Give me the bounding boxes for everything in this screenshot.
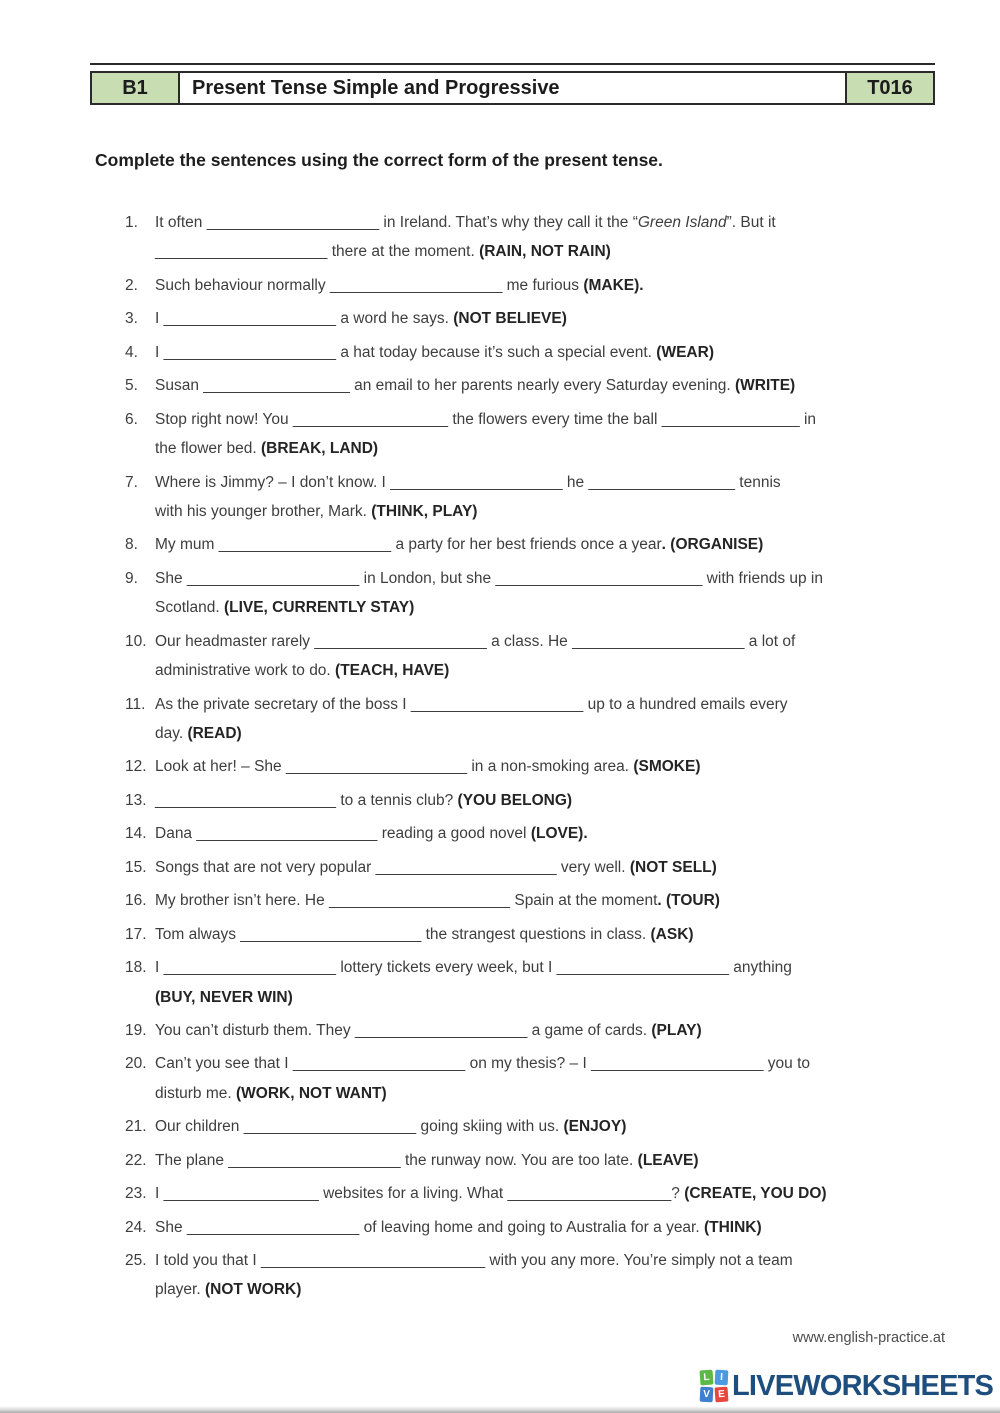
item-text	[155, 886, 947, 915]
liveworksheets-tiles-icon	[700, 1370, 729, 1403]
answer-blank[interactable]: ____________________	[591, 1055, 764, 1073]
sentence-text: You can’t disturb them. They	[155, 1021, 355, 1039]
answer-blank[interactable]: _________________	[203, 377, 350, 395]
sentence-text: up to a hundred emails every	[583, 695, 788, 713]
sentence-text: a party for her best friends once a year	[391, 536, 662, 554]
sentence-text: Our children	[155, 1118, 244, 1136]
exercise-item	[125, 208, 947, 267]
item-text	[155, 1016, 947, 1045]
item-text	[155, 405, 947, 464]
top-rule	[90, 63, 935, 65]
sentence-text: in	[799, 410, 817, 428]
item-text	[155, 1049, 947, 1108]
exercise-item	[125, 564, 947, 623]
sentence-text: ”. But it	[726, 214, 776, 231]
verb-hint: (PLAY)	[651, 1021, 702, 1039]
item-text	[155, 690, 947, 749]
answer-blank[interactable]: ____________________	[354, 1021, 528, 1039]
sentence-text: the runway now. You are too late.	[400, 1151, 638, 1169]
sentence-text: Stop right now! You	[155, 410, 293, 428]
verb-hint: (THINK, PLAY)	[371, 502, 478, 520]
answer-blank[interactable]: ________________	[661, 410, 800, 428]
verb-hint: . (TOUR)	[657, 892, 720, 910]
verb-hint: (NOT WORK)	[204, 1281, 302, 1299]
item-number: 17.	[125, 925, 147, 943]
sentence-text: Scotland.	[155, 599, 224, 617]
sentence-text: a word he says.	[336, 310, 454, 328]
verb-hint: (WRITE)	[734, 377, 796, 395]
item-number: 18.	[125, 959, 147, 977]
sentence-text: Dana	[155, 825, 197, 843]
exercise-item	[125, 1213, 947, 1242]
sentence-text: websites for a living. What	[318, 1185, 508, 1203]
exercise-item	[125, 1146, 947, 1175]
sentence-text: ?	[671, 1185, 685, 1203]
exercise-item	[125, 304, 947, 333]
verb-hint: (BREAK, LAND)	[260, 440, 379, 458]
sentence-text: anything	[729, 959, 792, 977]
answer-blank[interactable]: ____________________	[163, 959, 337, 977]
item-number: 16.	[125, 892, 147, 910]
verb-hint: (ENJOY)	[563, 1118, 627, 1136]
sentence-text: you to	[763, 1055, 811, 1073]
sentence-text: It often	[155, 214, 207, 231]
item-text	[155, 853, 947, 882]
answer-blank[interactable]: _________________	[588, 473, 735, 491]
item-text	[155, 627, 947, 686]
verb-hint: (BUY, NEVER WIN)	[155, 988, 293, 1006]
exercise-item	[125, 819, 947, 848]
verb-hint: (WEAR)	[656, 343, 714, 361]
sentence-text: an email to her parents nearly every Saturday evening.	[349, 377, 735, 395]
sentence-text: The plane	[155, 1151, 229, 1169]
sentence-text: administrative work to do.	[155, 662, 336, 680]
sentence-text: disturb me.	[155, 1084, 236, 1102]
answer-blank[interactable]: ___________________	[507, 1185, 672, 1203]
sentence-text: tennis	[735, 473, 781, 491]
logo-tile-e: E	[714, 1387, 728, 1403]
exercise-item	[125, 853, 947, 882]
item-number: 8.	[125, 536, 138, 554]
verb-hint: (TEACH, HAVE)	[335, 662, 450, 680]
verb-hint: (CREATE, YOU DO)	[684, 1185, 827, 1203]
item-number: 14.	[125, 825, 147, 843]
answer-blank[interactable]: _____________________	[196, 825, 378, 843]
item-number: 3.	[125, 310, 138, 328]
sentence-text: with you any more. You’re simply not a team	[485, 1252, 793, 1269]
sentence-text: She	[155, 569, 187, 587]
sentence-text: there at the moment.	[327, 243, 480, 261]
item-text	[155, 920, 947, 949]
exercise-item	[125, 690, 947, 749]
item-number: 22.	[125, 1151, 147, 1169]
sentence-text: Green Island	[637, 214, 727, 231]
exercise-item	[125, 627, 947, 686]
sentence-text: lottery tickets every week, but I	[336, 959, 557, 977]
item-number: 5.	[125, 377, 138, 395]
verb-hint: (LEAVE)	[637, 1151, 699, 1169]
item-number: 4.	[125, 343, 138, 361]
item-number: 1.	[125, 214, 138, 231]
sentence-text: I	[155, 1185, 164, 1203]
answer-blank[interactable]: ____________________	[292, 1055, 466, 1073]
logo-tile-i: I	[715, 1370, 729, 1386]
item-number: 6.	[125, 410, 138, 428]
exercise-item	[125, 468, 947, 527]
item-number: 21.	[125, 1118, 147, 1136]
verb-hint: (RAIN, NOT RAIN)	[479, 243, 611, 261]
sentence-text: the flowers every time the ball	[448, 410, 662, 428]
verb-hint: (THINK)	[703, 1218, 762, 1236]
exercise-item	[125, 271, 947, 300]
sentence-text: with friends up in	[702, 569, 823, 587]
answer-blank[interactable]: _____________________	[329, 892, 511, 910]
item-number: 15.	[125, 858, 147, 876]
sentence-text: I told you that I	[155, 1252, 261, 1269]
worksheet-code: T016	[845, 73, 933, 103]
exercise-item	[125, 1112, 947, 1141]
item-text	[155, 1112, 947, 1141]
sentence-text: Our headmaster rarely	[155, 632, 315, 650]
item-number: 24.	[125, 1218, 147, 1236]
sentence-text: reading a good novel	[377, 825, 531, 843]
exercise-item	[125, 371, 947, 400]
page-bottom-shadow	[0, 1406, 1000, 1413]
worksheet-header	[90, 71, 935, 105]
exercise-item	[125, 752, 947, 781]
item-text	[155, 338, 947, 367]
answer-blank[interactable]: ____________________	[314, 632, 487, 650]
answer-blank[interactable]: ____________________	[206, 214, 380, 231]
item-text	[155, 304, 947, 333]
answer-blank[interactable]: ____________________	[329, 276, 503, 294]
sentence-text: I	[155, 959, 164, 977]
verb-hint: (YOU BELONG)	[457, 791, 573, 809]
website-text: www.english-practice.at	[792, 1330, 945, 1346]
answer-blank[interactable]: __________________________	[260, 1252, 486, 1269]
answer-blank[interactable]: _____________________	[375, 858, 557, 876]
exercise-item	[125, 920, 947, 949]
sentence-text: player.	[155, 1281, 205, 1299]
item-text	[155, 1146, 947, 1175]
verb-hint: (MAKE).	[583, 276, 644, 294]
answer-blank[interactable]: ____________________	[390, 473, 563, 491]
item-text	[155, 786, 947, 815]
answer-blank[interactable]: ____________________	[163, 310, 337, 328]
exercise-list	[125, 208, 947, 1309]
sentence-text: She	[155, 1218, 187, 1236]
liveworksheets-logo[interactable]	[700, 1370, 993, 1403]
sentence-text: he	[562, 473, 589, 491]
answer-blank[interactable]: ____________________	[155, 243, 328, 261]
sentence-text: Look at her! – She	[155, 758, 286, 776]
exercise-item	[125, 1179, 947, 1208]
worksheet-title: Present Tense Simple and Progressive	[180, 73, 845, 103]
verb-hint: (NOT SELL)	[629, 858, 717, 876]
item-text	[155, 752, 947, 781]
exercise-item	[125, 786, 947, 815]
item-number: 20.	[125, 1055, 147, 1073]
item-text	[155, 468, 947, 527]
item-number: 11.	[125, 695, 146, 713]
item-number: 19.	[125, 1021, 147, 1039]
sentence-text: I	[155, 310, 164, 328]
exercise-item	[125, 1246, 947, 1305]
answer-blank[interactable]: ____________________	[186, 1218, 360, 1236]
exercise-item	[125, 405, 947, 464]
answer-blank[interactable]: __________________	[292, 410, 449, 428]
item-text	[155, 371, 947, 400]
sentence-text: the flower bed.	[155, 440, 261, 458]
verb-hint: (READ)	[187, 725, 242, 742]
item-number: 10.	[125, 632, 147, 650]
item-text	[155, 1213, 947, 1242]
item-number: 25.	[125, 1252, 147, 1269]
sentence-text: As the private secretary of the boss I	[155, 695, 411, 713]
item-number: 12.	[125, 758, 147, 776]
sentence-text: a game of cards.	[527, 1021, 652, 1039]
sentence-text: with his younger brother, Mark.	[155, 502, 372, 520]
verb-hint: (WORK, NOT WANT)	[235, 1084, 387, 1102]
item-number: 13.	[125, 791, 147, 809]
answer-blank[interactable]: ____________________	[572, 632, 745, 650]
answer-blank[interactable]: ____________________	[186, 569, 360, 587]
sentence-text: in Ireland. That’s why they call it the “	[379, 214, 638, 231]
item-text	[155, 1246, 947, 1305]
sentence-text: me furious	[502, 276, 584, 294]
sentence-text: Songs that are not very popular	[155, 858, 376, 876]
answer-blank[interactable]: ____________________	[228, 1151, 401, 1169]
answer-blank[interactable]: ____________________	[163, 343, 337, 361]
sentence-text: My brother isn’t here. He	[155, 892, 330, 910]
item-text	[155, 953, 947, 1012]
verb-hint: (LOVE).	[530, 825, 588, 843]
exercise-item	[125, 338, 947, 367]
verb-hint: . (ORGANISE)	[661, 536, 764, 554]
liveworksheets-wordmark: LIVEWORKSHEETS	[732, 1370, 994, 1402]
verb-hint: (LIVE, CURRENTLY STAY)	[223, 599, 415, 617]
sentence-text: to a tennis club?	[336, 791, 458, 809]
item-text	[155, 564, 947, 623]
verb-hint: (ASK)	[650, 925, 694, 943]
sentence-text: a hat today because it’s such a special event.	[336, 343, 657, 361]
sentence-text: day.	[155, 725, 188, 742]
sentence-text: in London, but she	[359, 569, 496, 587]
sentence-text: Can’t you see that I	[155, 1055, 293, 1073]
sentence-text: My mum	[155, 536, 219, 554]
item-number: 2.	[125, 276, 138, 294]
item-text	[155, 530, 947, 559]
answer-blank[interactable]: ____________________	[410, 695, 584, 713]
logo-tile-v: V	[700, 1387, 714, 1403]
verb-hint: (NOT BELIEVE)	[453, 310, 567, 328]
sentence-text: a class. He	[486, 632, 573, 650]
answer-blank[interactable]: ____________________	[243, 1118, 417, 1136]
sentence-text: going skiing with us.	[416, 1118, 564, 1136]
exercise-item	[125, 886, 947, 915]
answer-blank[interactable]: _____________________	[155, 791, 337, 809]
exercise-item	[125, 1016, 947, 1045]
item-number: 9.	[125, 569, 138, 587]
sentence-text: Such behaviour normally	[155, 276, 330, 294]
answer-blank[interactable]: ____________________	[218, 536, 392, 554]
sentence-text: of leaving home and going to Australia for a year.	[359, 1218, 704, 1236]
sentence-text: Susan	[155, 377, 204, 395]
exercise-item	[125, 1049, 947, 1108]
logo-tile-l: L	[699, 1370, 713, 1386]
verb-hint: (SMOKE)	[633, 758, 701, 776]
item-number: 7.	[125, 473, 138, 491]
answer-blank[interactable]: _____________________	[285, 758, 468, 776]
level-badge: B1	[92, 73, 180, 103]
item-text	[155, 271, 947, 300]
item-number: 23.	[125, 1185, 147, 1203]
exercise-item	[125, 530, 947, 559]
sentence-text: the strangest questions in class.	[421, 925, 651, 943]
answer-blank[interactable]: ____________________	[556, 959, 729, 977]
sentence-text: Tom always	[155, 925, 241, 943]
sentence-text: on my thesis? – I	[465, 1055, 592, 1073]
answer-blank[interactable]: __________________	[163, 1185, 319, 1203]
sentence-text: I	[155, 343, 164, 361]
instruction-text: Complete the sentences using the correct form of the present tense.	[95, 150, 663, 170]
item-text	[155, 819, 947, 848]
sentence-text: Where is Jimmy? – I don’t know. I	[155, 473, 391, 491]
answer-blank[interactable]: _____________________	[240, 925, 422, 943]
item-text	[155, 208, 947, 267]
item-text	[155, 1179, 947, 1208]
sentence-text: in a non-smoking area.	[467, 758, 634, 776]
exercise-item	[125, 953, 947, 1012]
sentence-text: a lot of	[744, 632, 796, 650]
sentence-text: very well.	[556, 858, 630, 876]
answer-blank[interactable]: ________________________	[495, 569, 703, 587]
sentence-text: Spain at the moment	[510, 892, 658, 910]
